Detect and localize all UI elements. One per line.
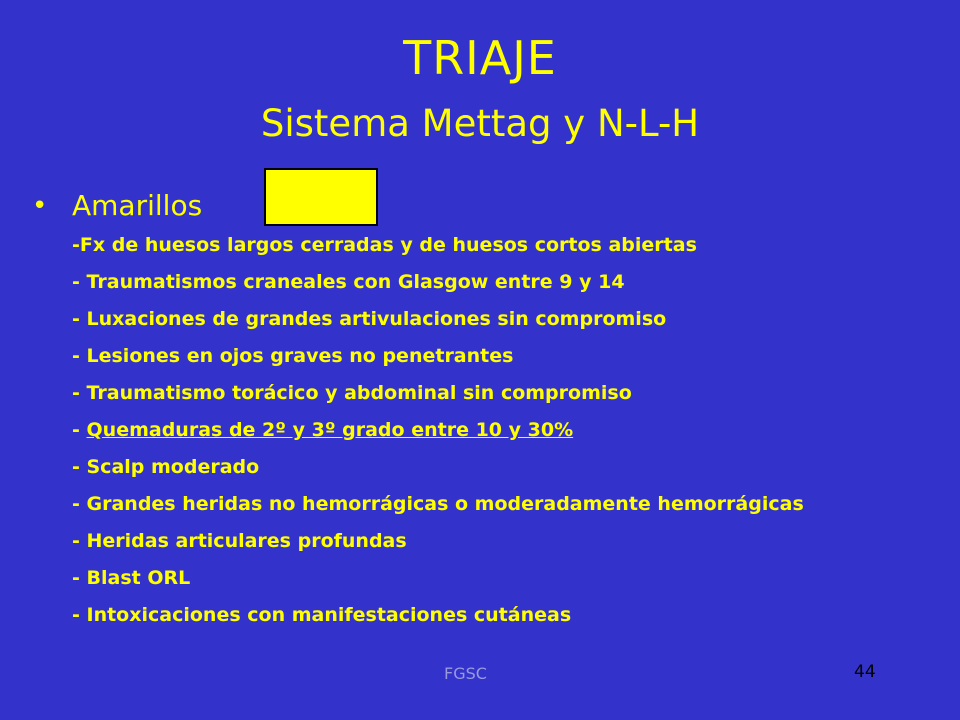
criteria-item-text: - Lesiones en ojos graves no penetrantes [72, 345, 514, 367]
criteria-item [72, 567, 872, 590]
criteria-item [72, 234, 872, 257]
slide-footer: FGSC [444, 664, 487, 683]
yellow-color-swatch [264, 168, 378, 226]
criteria-item-text: - Grandes heridas no hemorrágicas o moderadamente hemorrágicas [72, 493, 804, 515]
criteria-item-text: - Heridas articulares profundas [72, 530, 407, 552]
criteria-item [72, 530, 872, 553]
bullet-dot-icon: • [32, 191, 48, 221]
criteria-item-text: - Traumatismo torácico y abdominal sin compromiso [72, 382, 632, 404]
criteria-item [72, 456, 872, 479]
category-label: Amarillos [72, 189, 203, 222]
criteria-item-text: - Blast ORL [72, 567, 191, 589]
criteria-item-text: Quemaduras de 2º y 3º grado entre 10 y 30% [86, 419, 574, 441]
slide-subtitle: Sistema Mettag y N-L-H [260, 102, 700, 145]
criteria-item-text: - Luxaciones de grandes artivulaciones sin compromiso [72, 308, 667, 330]
category-bullet [32, 186, 202, 226]
criteria-item [72, 493, 872, 516]
criteria-item-text: -Fx de huesos largos cerradas y de huesos cortos abiertas [72, 234, 697, 256]
criteria-item [72, 382, 872, 405]
criteria-item-text: - Traumatismos craneales con Glasgow entre 9 y 14 [72, 271, 625, 293]
criteria-item [72, 308, 872, 331]
criteria-item [72, 345, 872, 368]
criteria-item [72, 271, 872, 294]
criteria-list [72, 234, 872, 641]
criteria-item-text: - Scalp moderado [72, 456, 260, 478]
criteria-item-text: - Intoxicaciones con manifestaciones cutáneas [72, 604, 572, 626]
page-number: 44 [854, 662, 876, 682]
criteria-item: - Quemaduras de 2º y 3º grado entre 10 y 30% [72, 419, 574, 441]
slide-title: TRIAJE [403, 31, 557, 85]
criteria-item [72, 604, 872, 627]
